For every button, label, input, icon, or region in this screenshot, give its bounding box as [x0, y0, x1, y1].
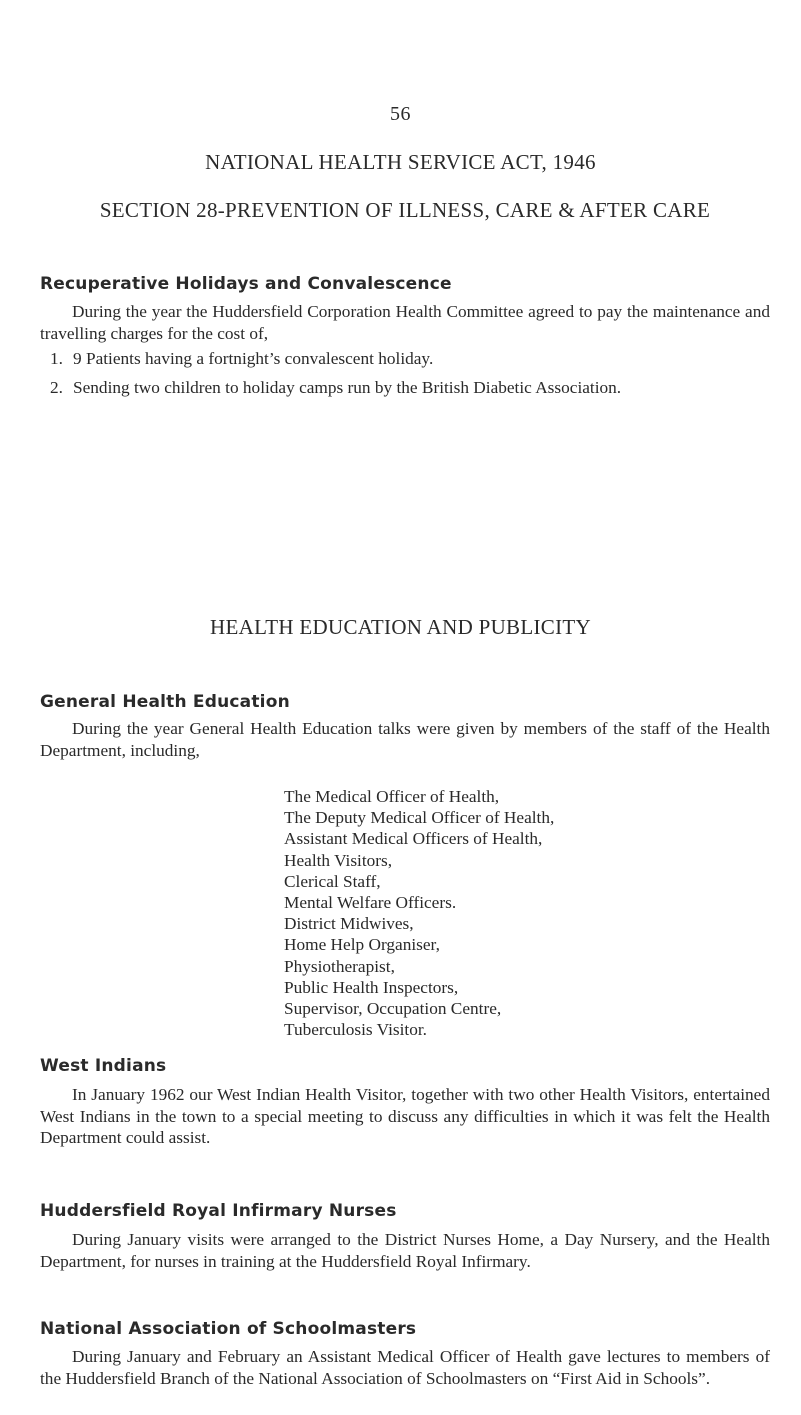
- list-item: Tuberculosis Visitor.: [284, 1020, 427, 1040]
- list-item: The Medical Officer of Health,: [284, 787, 500, 806]
- schoolmasters-text: During January and February an Assistant Medical Officer of Health gave lectures to members of the Huddersfield Branch of the National Association of Schoolmasters on “First Aid in Schools”.: [40, 1347, 770, 1388]
- section-title: SECTION 28-PREVENTION OF ILLNESS, CARE & AFTER CARE: [99, 198, 711, 222]
- list-item: [40, 348, 770, 370]
- list-item-number: 1.: [50, 349, 63, 368]
- list-item: Physiotherapist,: [284, 956, 395, 976]
- list-item: District Midwives,: [284, 914, 414, 934]
- recuperative-heading: Recuperative Holidays and Convalescence: [40, 274, 452, 294]
- list-item: Home Help Organiser,: [284, 935, 440, 955]
- list-item: [40, 377, 770, 399]
- page-number: 56: [390, 103, 411, 125]
- infirmary-heading: Huddersfield Royal Infirmary Nurses: [40, 1201, 397, 1221]
- list-item-number: 2.: [50, 377, 63, 397]
- list-item: Public Health Inspectors,: [284, 977, 459, 997]
- health-education-heading: HEALTH EDUCATION AND PUBLICITY: [210, 615, 591, 639]
- list-item: Clerical Staff,: [284, 871, 381, 891]
- list-item-text: 9 Patients having a fortnight’s convalescent holiday.: [73, 349, 434, 368]
- recuperative-list: [40, 348, 770, 405]
- staff-list: [284, 786, 764, 1040]
- list-item: The Deputy Medical Officer of Health,: [284, 808, 555, 828]
- list-item: Health Visitors,: [284, 850, 393, 870]
- list-item: Supervisor, Occupation Centre,: [284, 999, 502, 1019]
- act-title: NATIONAL HEALTH SERVICE ACT, 1946: [205, 150, 596, 174]
- general-health-intro: During the year General Health Education talks were given by members of the staff of the Health Department, including,: [40, 719, 770, 760]
- list-item-text: Sending two children to holiday camps run by the British Diabetic Association.: [73, 377, 622, 397]
- west-indians-heading: West Indians: [40, 1056, 167, 1076]
- general-health-heading: General Health Education: [40, 692, 290, 712]
- list-item: Assistant Medical Officers of Health,: [284, 829, 543, 849]
- infirmary-text: During January visits were arranged to the District Nurses Home, a Day Nursery, and the Health Department, for nurses in training at the Huddersfield Royal Infirmary.: [40, 1230, 770, 1271]
- schoolmasters-heading: National Association of Schoolmasters: [40, 1319, 417, 1339]
- recuperative-intro: During the year the Huddersfield Corporation Health Committee agreed to pay the maintenance and travelling charges for the cost of,: [40, 302, 770, 343]
- list-item: Mental Welfare Officers.: [284, 893, 457, 913]
- west-indians-text: In January 1962 our West Indian Health Visitor, together with two other Health Visitors, entertained West Indians in the town to a special meeting to discuss any difficulties in which it was felt the Health Department could assist.: [40, 1085, 770, 1147]
